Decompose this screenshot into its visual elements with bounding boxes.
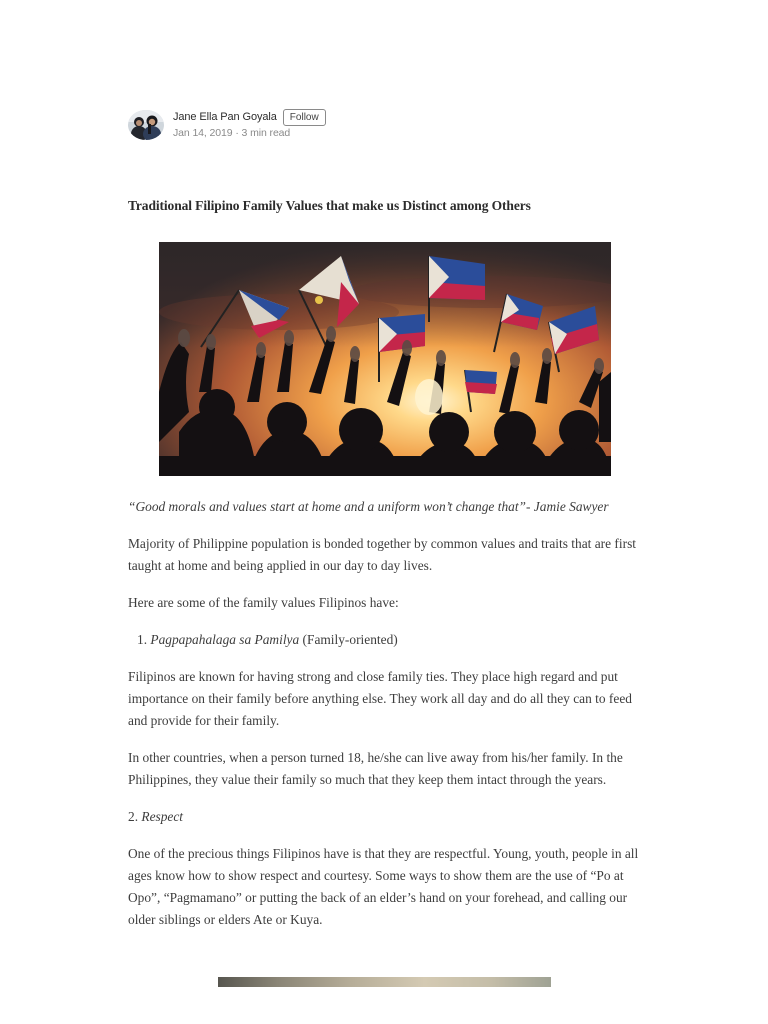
author-meta: [173, 108, 326, 139]
paragraph-family-ties: Filipinos are known for having strong and close family ties. They place high regard and put importance on their family before anything else. They work all day and do all they can to feed and provide for their family.: [128, 669, 632, 728]
author-header: [128, 108, 326, 140]
article-title: Traditional Filipino Family Values that make us Distinct among Others: [128, 198, 531, 213]
list-item-respect: [128, 806, 640, 828]
list-item-title: Respect: [141, 809, 184, 824]
list-item-family-oriented: [128, 629, 640, 651]
list-item-title: Pagpapahalaga sa Pamilya: [150, 632, 300, 647]
follow-button[interactable]: Follow: [283, 109, 326, 126]
paragraph-intro: Majority of Philippine population is bonded together by common values and traits that are first taught at home and being applied in our day to day lives.: [128, 536, 637, 573]
author-name-link[interactable]: Jane Ella Pan Goyala: [173, 111, 277, 123]
list-item-suffix: (Family-oriented): [299, 632, 398, 647]
bottom-image-partial[interactable]: [218, 977, 551, 987]
list-item-number: 2.: [128, 809, 142, 824]
list-item-number: 1.: [137, 632, 148, 647]
article-quote: “Good morals and values start at home and a uniform won’t change that”- Jamie Sawyer: [128, 499, 609, 514]
paragraph-values-intro: Here are some of the family values Filipinos have:: [128, 595, 399, 610]
hero-image-art: [159, 242, 611, 476]
post-date-readtime[interactable]: Jan 14, 2019 · 3 min read: [173, 127, 291, 139]
paragraph-respect: One of the precious things Filipinos have is that they are respectful. Young, youth, people in all ages know how to show respect and courtesy. Some ways to show them are the use of “Po at Opo”, “Pagmamano” or putting the back of an elder’s hand on your forehead, and calling our older siblings or elders Ate or Kuya.: [128, 846, 639, 927]
article-body: [128, 496, 640, 946]
avatar[interactable]: [128, 110, 164, 140]
author-line: [173, 108, 326, 126]
paragraph-other-countries: In other countries, when a person turned 18, he/she can live away from his/her family. In the Philippines, they value their family so much that they keep them intact through the years.: [128, 750, 623, 787]
hero-image[interactable]: [159, 242, 611, 476]
